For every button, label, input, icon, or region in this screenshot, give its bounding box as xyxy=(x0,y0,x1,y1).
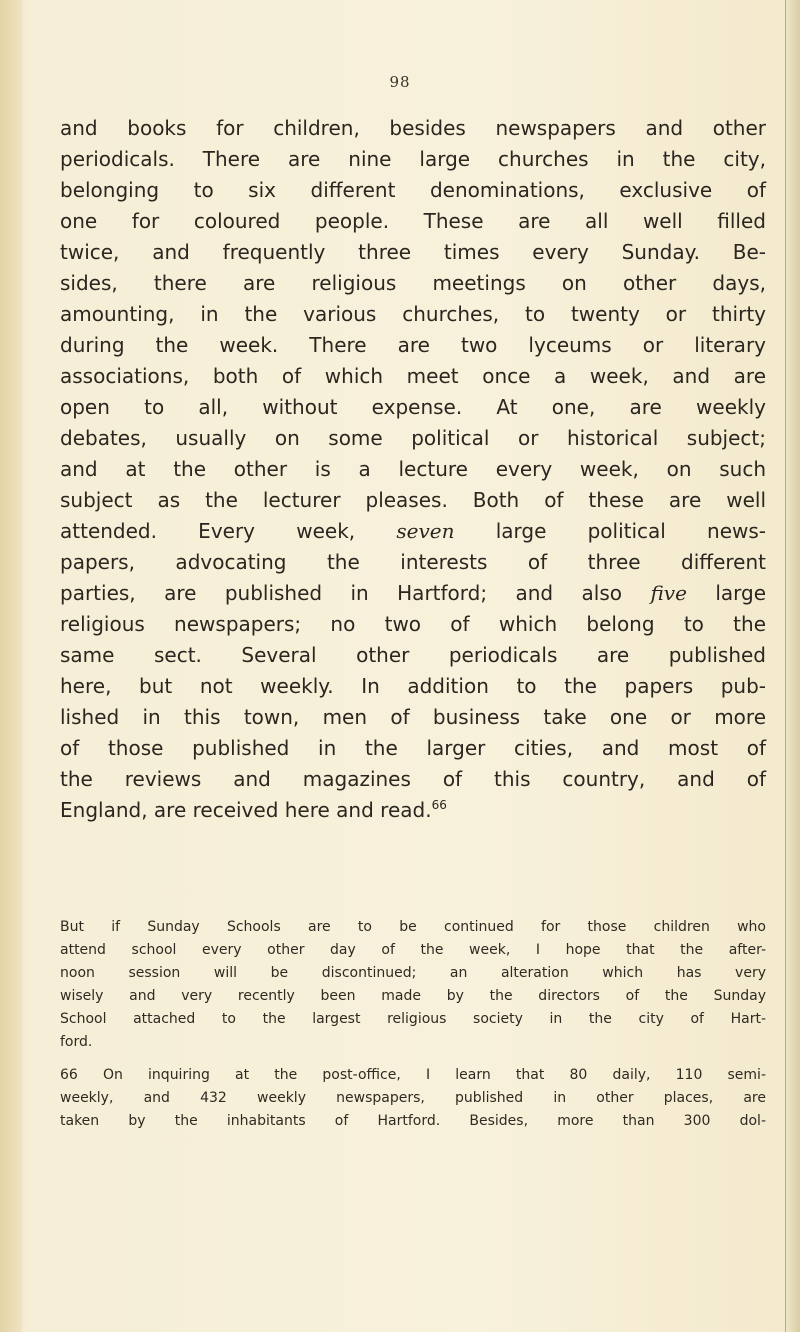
note-spacer xyxy=(60,1054,766,1064)
body-fragment: large xyxy=(715,581,767,605)
body-line: religious newspapers; no two of which belong to the xyxy=(60,612,766,636)
body-line: papers, advocating the interests of three different xyxy=(60,550,766,574)
body-line: here, but not weekly. In addition to the papers pub- xyxy=(60,674,766,698)
emphasis-seven: seven xyxy=(396,519,455,543)
page-number: 98 xyxy=(389,73,411,91)
note-line: ford. xyxy=(60,1034,93,1050)
body-line: of those published in the larger cities, and most of xyxy=(60,736,766,760)
body-line: and at the other is a lecture every week, on such xyxy=(60,457,766,481)
note-line: wisely and very recently been made by the directors of the Sunday xyxy=(60,988,766,1004)
body-line: amounting, in the various churches, to twenty or thirty xyxy=(60,302,766,326)
body-line: twice, and frequently three times every Sunday. Be- xyxy=(60,240,766,264)
body-line: belonging to six different denominations, exclusive of xyxy=(60,178,766,202)
emphasis-five: five xyxy=(650,581,687,605)
page-gutter-shadow xyxy=(0,0,22,1332)
page-edge xyxy=(785,0,800,1332)
body-line: associations, both of which meet once a week, and are xyxy=(60,364,766,388)
body-line: one for coloured people. These are all well filled xyxy=(60,209,766,233)
body-line: open to all, without expense. At one, are weekly xyxy=(60,395,766,419)
footnotes xyxy=(60,916,766,1133)
footnote-66-line: 66 On inquiring at the post-office, I learn that 80 daily, 110 semi- xyxy=(60,1067,766,1083)
body-line: lished in this town, men of business take one or more xyxy=(60,705,766,729)
note-line: School attached to the largest religious society in the city of Hart- xyxy=(60,1011,766,1027)
body-text xyxy=(60,113,766,826)
body-line: periodicals. There are nine large churches in the city, xyxy=(60,147,766,171)
footnote-66-line: taken by the inhabitants of Hartford. Besides, more than 300 dol- xyxy=(60,1113,766,1129)
body-line: and books for children, besides newspapers and other xyxy=(60,116,766,140)
body-line-with-emphasis xyxy=(60,578,766,609)
note-line: noon session will be discontinued; an alteration which has very xyxy=(60,965,766,981)
footnote-marker: 66 xyxy=(431,798,447,812)
body-line: during the week. There are two lyceums or literary xyxy=(60,333,766,357)
body-fragment: parties, are published in Hartford; and also xyxy=(60,581,623,605)
body-line-with-emphasis xyxy=(60,516,766,547)
footnote-66-line: weekly, and 432 weekly newspapers, published in other places, are xyxy=(60,1090,766,1106)
body-line: same sect. Several other periodicals are published xyxy=(60,643,766,667)
body-fragment: attended. Every week, xyxy=(60,519,356,543)
body-line: debates, usually on some political or historical subject; xyxy=(60,426,766,450)
body-fragment: England, are received here and read. xyxy=(60,798,432,822)
body-line: subject as the lecturer pleases. Both of these are well xyxy=(60,488,766,512)
body-line: sides, there are religious meetings on other days, xyxy=(60,271,766,295)
body-fragment: large political news- xyxy=(495,519,767,543)
note-line: But if Sunday Schools are to be continued for those children who xyxy=(60,919,766,935)
body-line: the reviews and magazines of this country, and of xyxy=(60,767,766,791)
note-line: attend school every other day of the week, I hope that the after- xyxy=(60,942,766,958)
body-line-last xyxy=(60,795,766,826)
